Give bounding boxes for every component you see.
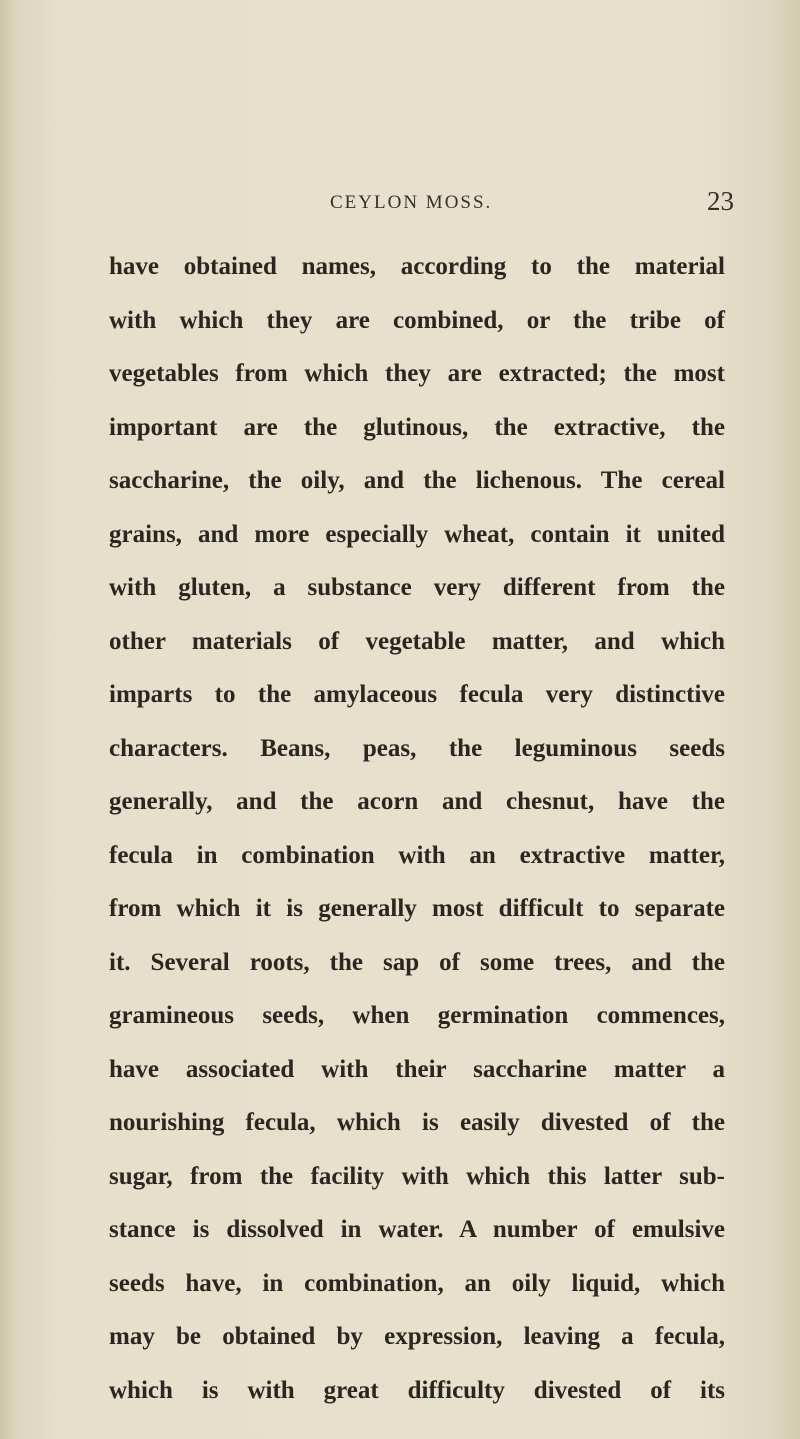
text-line: saccharine, the oily, and the lichenous. The cereal — [109, 467, 725, 494]
text-line: stance is dissolved in water. A number of emulsive — [109, 1216, 725, 1243]
body-text — [109, 240, 725, 1417]
text-line: gramineous seeds, when germination commences, — [109, 1002, 725, 1029]
text-line: with gluten, a substance very different from the — [109, 574, 725, 601]
text-line: imparts to the amylaceous fecula very distinctive — [109, 681, 725, 708]
text-line: characters. Beans, peas, the leguminous seeds — [109, 734, 725, 762]
text-line: important are the glutinous, the extractive, the — [109, 413, 725, 441]
text-line: have obtained names, according to the material — [109, 253, 725, 280]
text-line: sugar, from the facility with which this latter sub- — [109, 1162, 725, 1190]
text-line: from which it is generally most difficult to separate — [109, 895, 725, 922]
text-line: nourishing fecula, which is easily divested of the — [109, 1109, 725, 1136]
text-line: grains, and more especially wheat, contain it united — [109, 520, 725, 548]
running-head — [0, 180, 800, 220]
text-line: it. Several roots, the sap of some trees, and the — [109, 948, 725, 976]
running-head-title: CEYLON MOSS. — [330, 192, 493, 213]
text-line: vegetables from which they are extracted; the most — [109, 360, 725, 387]
text-line: seeds have, in combination, an oily liquid, which — [109, 1269, 725, 1297]
text-line: may be obtained by expression, leaving a fecula, — [109, 1323, 725, 1350]
text-line: with which they are combined, or the tribe of — [109, 306, 725, 334]
text-line: have associated with their saccharine matter a — [109, 1055, 725, 1083]
page-number: 23 — [707, 186, 734, 216]
text-line: which is with great difficulty divested of its — [109, 1376, 725, 1404]
text-line: fecula in combination with an extractive matter, — [109, 841, 725, 869]
text-line: other materials of vegetable matter, and which — [109, 627, 725, 655]
text-line: generally, and the acorn and chesnut, have the — [109, 788, 725, 815]
